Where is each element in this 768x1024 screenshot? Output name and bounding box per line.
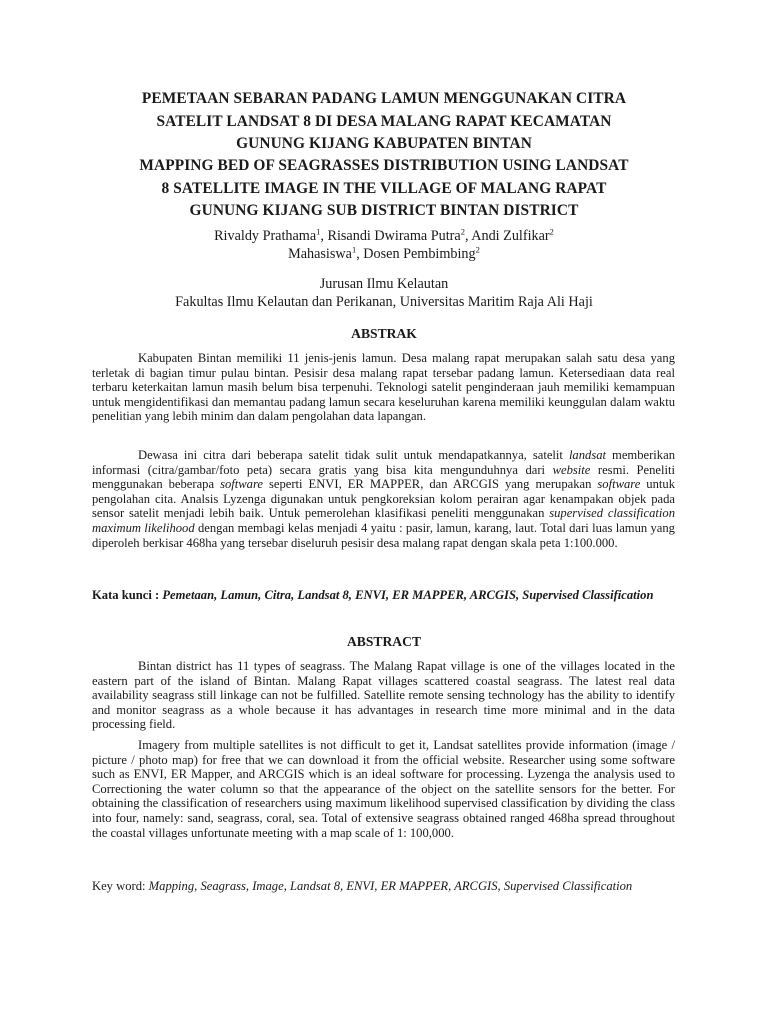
key-word [92, 878, 675, 895]
author-roles: Mahasiswa$^1$, Dosen Pembimbing$^2$ [288, 243, 480, 262]
italic-term: software [220, 477, 263, 492]
title-en-line-2: 8 SATELLITE IMAGE IN THE VILLAGE OF MALANG RAPAT [161, 179, 607, 197]
affiliation-mark: 2 [460, 226, 465, 237]
key-word-value: Mapping, Seagrass, Image, Landsat 8, ENVI, ER MAPPER, ARCGIS, Supervised Classification [148, 879, 633, 893]
abstrak-text: memberikan informasi (citra/gambar/foto peta) secara gratis yang bisa kita mengunduhnya dari [92, 448, 675, 477]
abstrak-text: resmi. Peneliti menggunakan beberapa [92, 462, 676, 492]
italic-term: website [552, 462, 591, 477]
abstract-heading: ABSTRACT [346, 634, 422, 649]
authors-block [60, 228, 708, 263]
title-en-line-1: MAPPING BED OF SEAGRASSES DISTRIBUTION USING LANDSAT [139, 157, 629, 174]
kata-kunci [92, 587, 675, 604]
author-name: Risandi Dwirama Putra [327, 228, 461, 244]
title-indonesian [60, 88, 708, 156]
faculty-university: Fakultas Ilmu Kelautan dan Perikanan, Universitas Maritim Raja Ali Haji [175, 293, 593, 310]
author-name: Andi Zulfikar [471, 228, 550, 244]
abstrak-text: Dewasa ini citra dari beberapa satelit tidak sulit untuk mendapatkannya, satelit [138, 448, 569, 462]
author-names: Rivaldy Prathama$^1$, Risandi Dwirama Putra$^2$, Andi Zulfikar$^2$ [214, 226, 554, 244]
author-name: Rivaldy Prathama [214, 228, 317, 244]
italic-term: landsat [568, 448, 607, 462]
abstrak-text: untuk pengolahan cita. Analsis Lyzenga digunakan untuk pengkoreksian kolom perairan agar kenampakan objek pada sensor satelit menjadi lebih baik. Untuk pemerolehan klasifikasi peneliti menggunakan [92, 477, 675, 521]
kata-kunci-label: Kata kunci : [92, 588, 163, 602]
italic-term: supervised classification maximum likelihood [92, 506, 675, 535]
author-role: Mahasiswa [288, 245, 352, 262]
key-word-label: Key word: [92, 879, 149, 893]
department: Jurusan Ilmu Kelautan [319, 276, 449, 292]
affiliation-mark: 2 [475, 243, 480, 254]
abstrak-heading: ABSTRAK [351, 326, 417, 341]
abstrak-text: seperti ENVI, ER MAPPER, dan ARCGIS yang merupakan [262, 477, 598, 492]
title-id-line-2: SATELIT LANDSAT 8 DI DESA MALANG RAPAT KECAMATAN [156, 112, 612, 130]
title-english [60, 155, 708, 223]
affiliation-block [60, 276, 708, 311]
abstrak-paragraph-1: Kabupaten Bintan memiliki 11 jenis-jenis lamun. Desa malang rapat merupakan salah satu desa yang terletak di bagian timur pulau bintan. Pesisir desa malang rapat tersebar padang lamun. Ketersediaan data real terbaru keterkaitan lamun masih belum bisa terpenuhi. Teknologi satelit penginderaan jauh memiliki kemampuan untuk mengidentifikasi dan memantau padang lamun secara keseluruhan karena memiliki keunggulan dalam waktu penelitian yang lebih minim dan dalam pengolahan data lapangan. [92, 351, 675, 424]
affiliation-mark: 2 [549, 226, 554, 237]
abstrak-paragraph-2 [92, 448, 675, 550]
title-id-line-3: GUNUNG KIJANG KABUPATEN BINTAN [236, 135, 532, 152]
abstract-paragraph-2: Imagery from multiple satellites is not difficult to get it, Landsat satellites provide information (image / picture / photo map) for free that we can download it from the official website. Researcher using some software such as ENVI, ER Mapper, and ARCGIS which is an ideal software for processing. Lyzenga the analysis used to Correctioning the water column so that the appearance of the object on the satellite sensors for the better. For obtaining the classification of researchers using maximum likelihood supervised classification by dividing the class into four, namely: sand, seagrass, coral, sea. Total of extensive seagrass obtained ranged 468ha spread throughout the coastal villages unfortunate meeting with a map scale of 1: 100,000. [92, 738, 675, 840]
affiliation-mark: 1 [316, 226, 321, 237]
title-en-line-3: GUNUNG KIJANG SUB DISTRICT BINTAN DISTRICT [189, 202, 579, 219]
kata-kunci-value: Pemetaan, Lamun, Citra, Landsat 8, ENVI, ER MAPPER, ARCGIS, Supervised Classification [162, 588, 654, 602]
abstract-paragraph-1: Bintan district has 11 types of seagrass. The Malang Rapat village is one of the villages located in the eastern part of the island of Bintan. Malang Rapat villages scattered coastal seagrass. The latest real data availability seagrass still linkage can not be fulfilled. Satellite remote sensing technology has the ability to identify and monitor seagrass as a whole because it has advantages in research time more minimal and in the data processing field. [92, 659, 675, 732]
author-role: Dosen Pembimbing [363, 245, 476, 262]
title-id-line-1: PEMETAAN SEBARAN PADANG LAMUN MENGGUNAKAN CITRA [141, 90, 627, 107]
italic-term: software [597, 477, 641, 492]
abstrak-text: dengan membagi kelas menjadi 4 yaitu : pasir, lamun, karang, laut. Total dari luas lamun yang diperoleh berkisar 468ha yang tersebar diseluruh pesisir desa malang rapat dengan skala peta 1:100.000. [92, 520, 675, 550]
affiliation-mark: 1 [351, 243, 357, 254]
